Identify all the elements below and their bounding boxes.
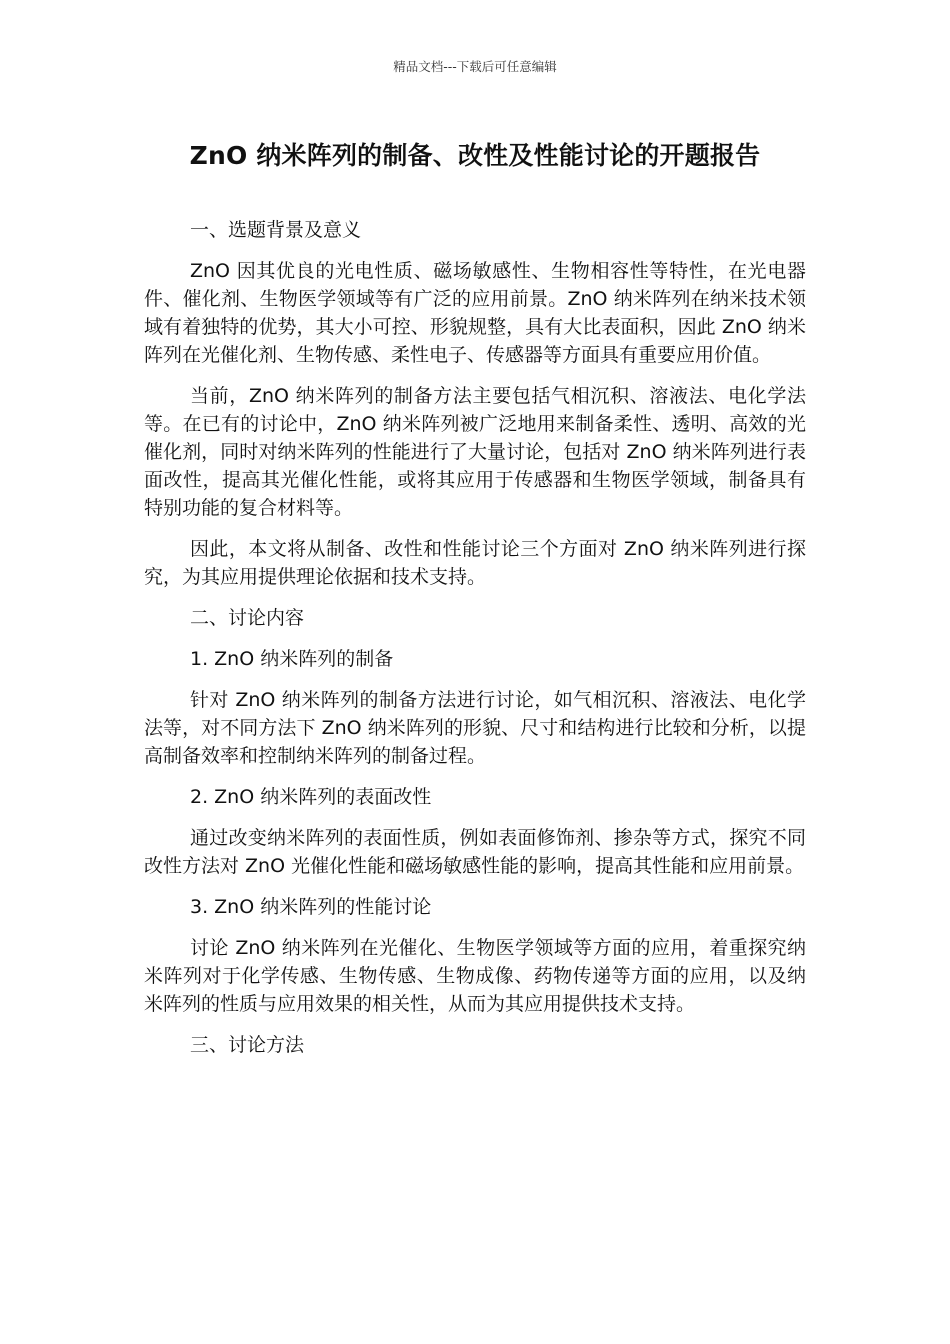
paragraph-modification: 通过改变纳米阵列的表面性质，例如表面修饰剂、掺杂等方式，探究不同改性方法对 ZnO 光催化性能和磁场敏感性能的影响，提高其性能和应用前景。 bbox=[144, 827, 806, 877]
subheading-modification: 2. ZnO 纳米阵列的表面改性 bbox=[190, 786, 432, 808]
header-note: 精品文档---下载后可任意编辑 bbox=[393, 59, 557, 74]
subheading-preparation: 1. ZnO 纳米阵列的制备 bbox=[190, 648, 394, 670]
document-title: ZnO 纳米阵列的制备、改性及性能讨论的开题报告 bbox=[189, 141, 761, 170]
section-heading-background: 一、选题背景及意义 bbox=[190, 219, 362, 241]
section-heading-methods: 三、讨论方法 bbox=[190, 1034, 305, 1056]
paragraph-preparation: 针对 ZnO 纳米阵列的制备方法进行讨论，如气相沉积、溶液法、电化学法等，对不同方法下 ZnO 纳米阵列的形貌、尺寸和结构进行比较和分析，以提高制备效率和控制纳米阵列的制备过程。 bbox=[144, 689, 806, 767]
paragraph-background-2: 当前，ZnO 纳米阵列的制备方法主要包括气相沉积、溶液法、电化学法等。在已有的讨论中，ZnO 纳米阵列被广泛地用来制备柔性、透明、高效的光催化剂，同时对纳米阵列的性能进行了大量讨论，包括对 ZnO 纳米阵列进行表面改性，提高其光催化性能，或将其应用于传感器和生物医学领域，制备具有特别功能的复合材料等。 bbox=[144, 385, 806, 519]
document-body bbox=[144, 216, 806, 1072]
subheading-performance: 3. ZnO 纳米阵列的性能讨论 bbox=[190, 896, 432, 918]
paragraph-performance: 讨论 ZnO 纳米阵列在光催化、生物医学领域等方面的应用，着重探究纳米阵列对于化学传感、生物传感、生物成像、药物传递等方面的应用，以及纳米阵列的性质与应用效果的相关性，从而为其应用提供技术支持。 bbox=[144, 937, 806, 1015]
paragraph-background-1: ZnO 因其优良的光电性质、磁场敏感性、生物相容性等特性，在光电器件、催化剂、生物医学领域等有广泛的应用前景。ZnO 纳米阵列在纳米技术领域有着独特的优势，其大小可控、形貌规整，具有大比表面积，因此 ZnO 纳米阵列在光催化剂、生物传感、柔性电子、传感器等方面具有重要应用价值。 bbox=[144, 260, 806, 366]
section-heading-content: 二、讨论内容 bbox=[190, 607, 305, 629]
paragraph-background-3: 因此，本文将从制备、改性和性能讨论三个方面对 ZnO 纳米阵列进行探究，为其应用提供理论依据和技术支持。 bbox=[144, 538, 806, 588]
